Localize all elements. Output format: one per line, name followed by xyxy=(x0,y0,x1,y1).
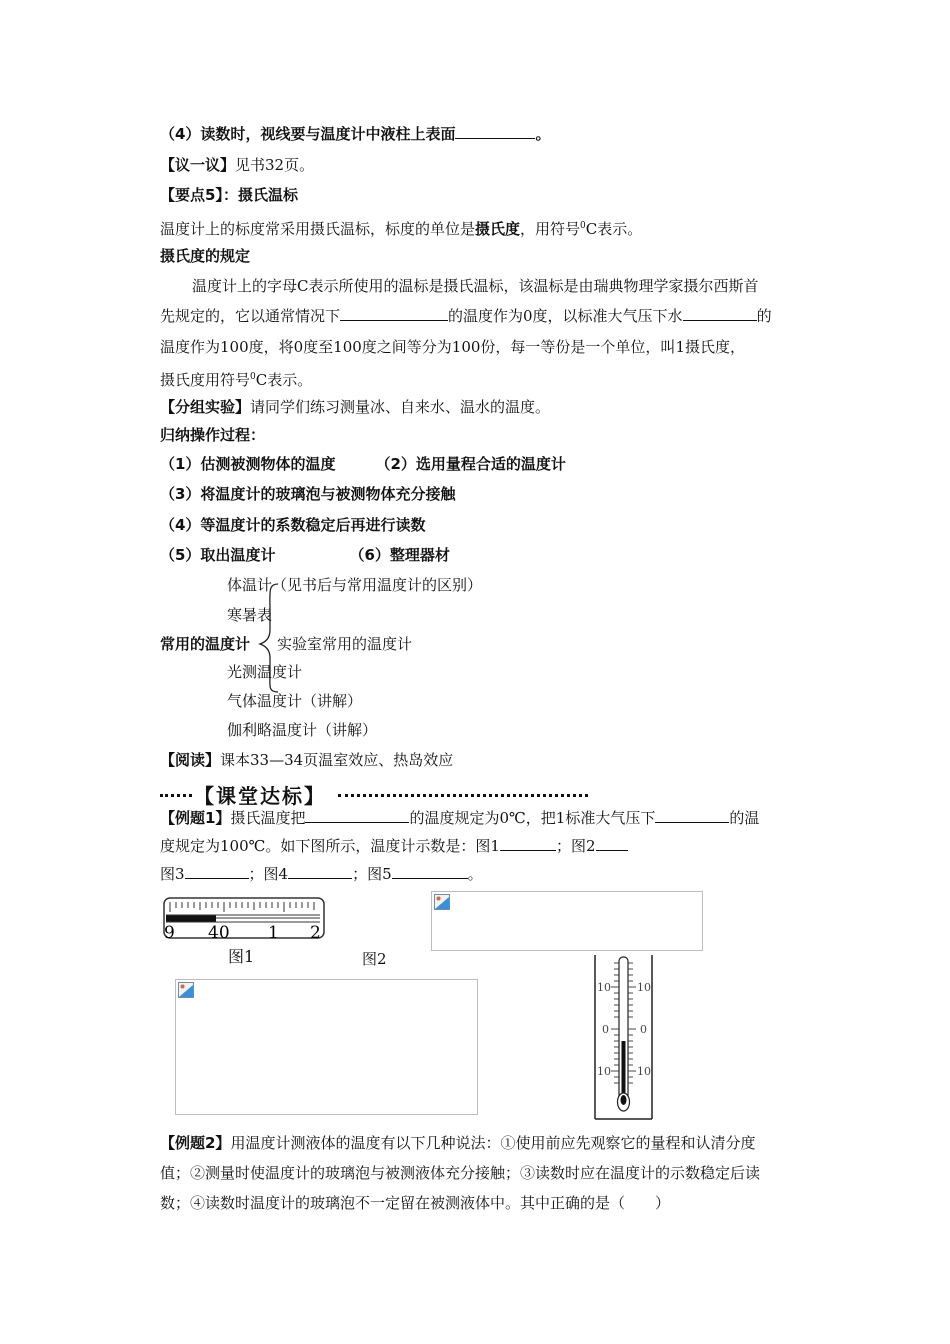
section-title-bar xyxy=(160,780,840,806)
thermometer-type: 伽利略温度计（讲解） xyxy=(227,721,378,739)
scale-label: 40 xyxy=(208,923,230,943)
answer-blank xyxy=(305,808,409,823)
thermometer-type: 体温计（见书后与常用温度计的区别） xyxy=(227,576,483,594)
paragraph-line-1: 温度计上的字母C表示所使用的温标是摄氏温标，该温标是由瑞典物理学家摄尔西斯首 xyxy=(192,277,759,295)
step-4-line: （4）读数时，视线要与温度计中液柱上表面 。 xyxy=(160,125,551,143)
curly-brace xyxy=(258,582,282,694)
answer-blank xyxy=(392,864,468,879)
answer-blank xyxy=(596,836,628,851)
answer-blank xyxy=(340,306,448,321)
reading-line: 【阅读】课本33—34页温室效应、热岛效应 xyxy=(160,751,454,769)
thermometer-type: 光测温度计 xyxy=(227,663,303,681)
thermometer-type: 实验室常用的温度计 xyxy=(277,635,413,653)
answer-blank xyxy=(500,836,556,851)
discuss-line: 【议一议】见书32页。 xyxy=(160,156,315,174)
scale-label: 1 xyxy=(268,923,279,943)
step-3-line: （3）将温度计的玻璃泡与被测物体充分接触 xyxy=(160,485,456,503)
answer-blank xyxy=(655,808,729,823)
image-placeholder xyxy=(175,979,478,1115)
procedure-heading: 归纳操作过程： xyxy=(160,426,266,444)
step-1-2-line: （1）估测被测物体的温度 （2）选用量程合适的温度计 xyxy=(160,455,566,473)
example-1-line-3: 图3 ；图4 ；图5 。 xyxy=(160,865,483,883)
celsius-rule-heading: 摄氏度的规定 xyxy=(160,247,251,265)
figure-1-caption: 图1 xyxy=(228,947,255,966)
example-2-line-3: 数；④读数时温度计的玻璃泡不一定留在被测液体中。其中正确的是（ ） xyxy=(160,1194,671,1212)
broken-image-icon xyxy=(434,894,450,910)
thermometer-list-label: 常用的温度计 xyxy=(160,635,251,653)
answer-blank xyxy=(185,864,249,879)
section-title: 【课堂达标】 xyxy=(194,784,326,808)
thermometer-type: 寒暑表 xyxy=(227,606,273,624)
scale-label: 10 xyxy=(637,981,651,994)
paragraph-line-2: 先规定的，它以通常情况下 的温度作为0度，以标准大气压下水 的 xyxy=(160,307,772,325)
answer-blank xyxy=(288,864,352,879)
example-2-line-2: 值；②测量时使温度计的玻璃泡与被测液体充分接触；③读数时应在温度计的示数稳定后读 xyxy=(160,1164,761,1182)
scale-label: 10 xyxy=(597,981,611,994)
image-placeholder xyxy=(431,891,703,951)
scale-label: 0 xyxy=(640,1023,647,1036)
scale-label: 9 xyxy=(164,923,175,943)
example-1-line-1: 【例题1】摄氏温度把 的温度规定为0℃，把1标准大气压下 的温 xyxy=(160,809,760,827)
group-experiment-line: 【分组实验】请同学们练习测量冰、自来水、温水的温度。 xyxy=(160,398,551,416)
paragraph-line-4: 摄氏度用符号$^0$C表示。 xyxy=(160,371,313,389)
celsius-scale-line: 温度计上的标度常采用摄氏温标，标度的单位是摄氏度，用符号$^0$C表示。 xyxy=(160,220,643,238)
step-5-6-line: （5）取出温度计 （6）整理器材 xyxy=(160,546,450,564)
keypoint-5-line: 【要点5】：摄氏温标 xyxy=(160,186,298,204)
paragraph-line-3: 温度作为100度，将0度至100度之间等分为100份，每一等份是一个单位，叫1摄氏度， xyxy=(160,338,745,356)
figure-5-thermometer xyxy=(592,955,656,1123)
scale-label: 10 xyxy=(637,1065,651,1078)
scale-label: 2 xyxy=(310,923,321,943)
broken-image-icon xyxy=(178,982,194,998)
scale-label: 0 xyxy=(602,1023,609,1036)
example-2-line-1: 【例题2】用温度计测液体的温度有以下几种说法：①使用前应先观察它的量程和认清分度 xyxy=(160,1134,756,1152)
thermometer-type: 气体温度计（讲解） xyxy=(227,692,363,710)
example-1-line-2: 度规定为100℃。如下图所示，温度计示数是：图1 ；图2 xyxy=(160,836,628,856)
step-4b-line: （4）等温度计的系数稳定后再进行读数 xyxy=(160,516,426,534)
figure-1-thermometer xyxy=(160,894,328,946)
figure-2-caption: 图2 xyxy=(362,950,387,968)
answer-blank xyxy=(455,124,535,139)
scale-label: 10 xyxy=(597,1065,611,1078)
answer-blank xyxy=(683,306,757,321)
